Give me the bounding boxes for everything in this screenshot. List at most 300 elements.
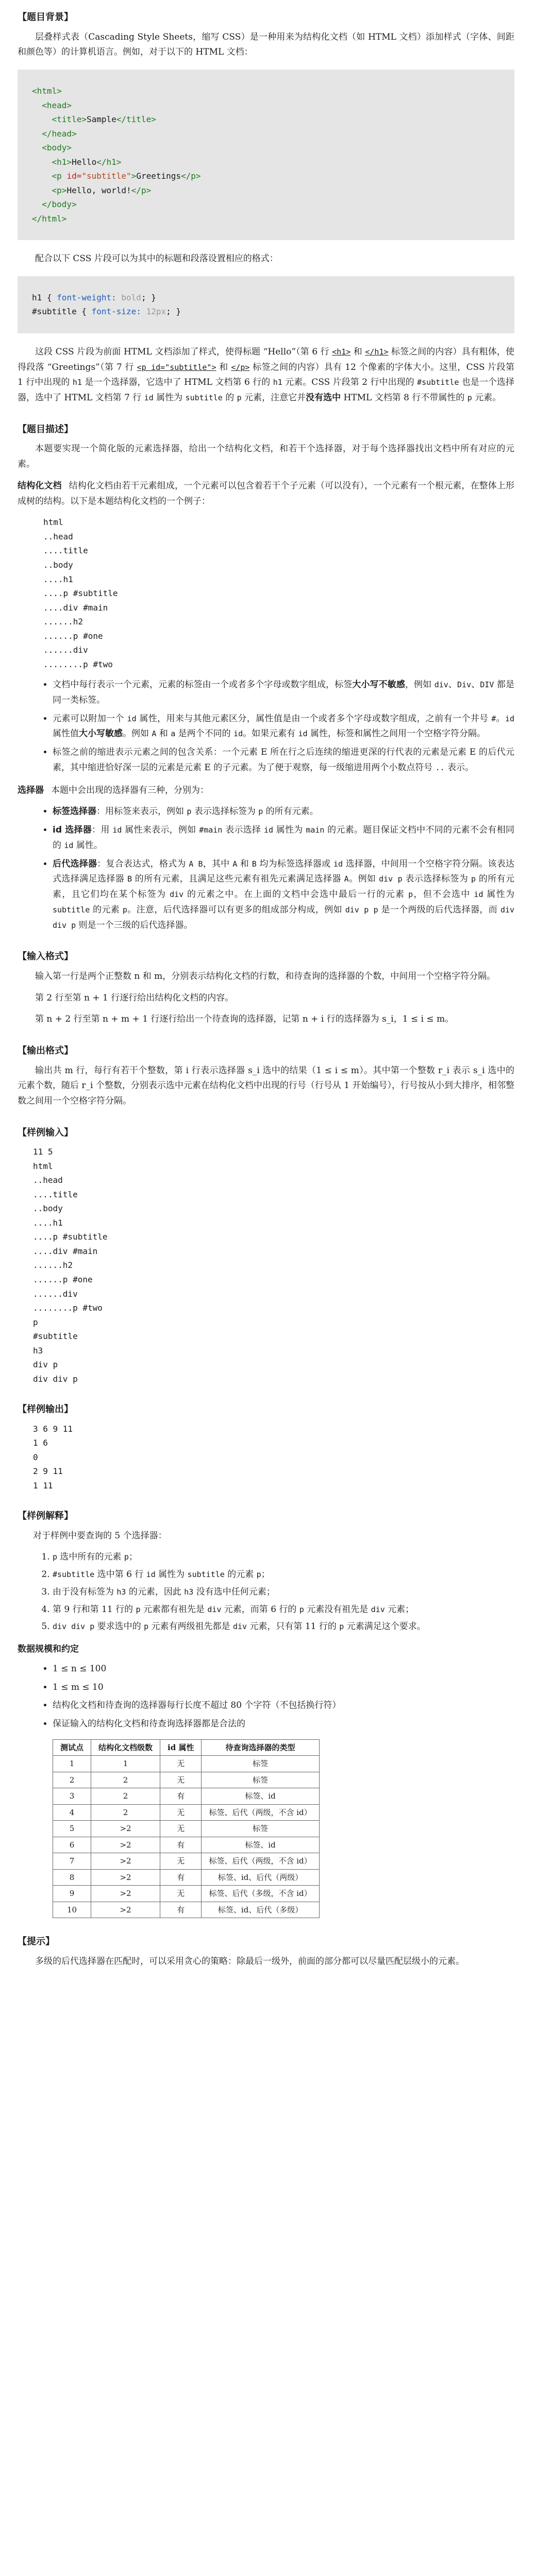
code-token: Hello, world! xyxy=(66,185,131,195)
scale-table-cell: 无 xyxy=(160,1804,202,1821)
scale-table-cell: 5 xyxy=(53,1821,91,1837)
scale-title: 数据规模和约定 xyxy=(18,1644,79,1655)
text-run: 由于没有标签为 xyxy=(53,1586,117,1597)
code-line xyxy=(32,169,500,183)
scale-table-cell: 有 xyxy=(160,1869,202,1886)
code-token: </head> xyxy=(42,128,77,139)
scale-table-cell: 有 xyxy=(160,1902,202,1918)
inline-code: </h1> xyxy=(365,347,389,357)
scale-table-cell: >2 xyxy=(91,1886,160,1902)
code-token: 12px xyxy=(146,307,166,317)
text-run: ，例如 xyxy=(405,680,434,690)
text-run: 。例如 xyxy=(348,874,379,885)
text-run: 标签之间的内容）具有 12 个像素的字体大小。这里，CSS 片段第 1 行中出现的 xyxy=(18,362,515,388)
scale-bullet: • 1 ≤ n ≤ 100 xyxy=(53,1662,514,1677)
text-run: 的元素之中。在上面的文档中会选中最后一行的元素 xyxy=(183,889,409,900)
code-token xyxy=(32,157,52,167)
scale-header-cell: 测试点 xyxy=(53,1739,91,1756)
text-run: 。 xyxy=(496,713,505,724)
input-format-paragraph: 输入第一行是两个正整数 n 和 m，分别表示结构化文档的行数，和待查询的选择器的个数，中间用一个空格字符分隔。 xyxy=(35,971,496,981)
inline-code: <h1> xyxy=(332,347,351,357)
text-run: 。如果元素有 xyxy=(243,728,298,739)
text-run: 、 xyxy=(471,680,480,690)
doc-example-line: ..head xyxy=(43,531,73,541)
sample-input-line: ..head xyxy=(33,1175,63,1185)
doc-rule-item xyxy=(53,745,514,776)
text-run: 、 xyxy=(448,680,458,690)
text-run: 选中所有的元素 xyxy=(57,1552,124,1563)
text-run: ； xyxy=(261,1569,270,1580)
inline-code: #subtitle xyxy=(53,1570,95,1580)
description-intro: 本题要实现一个简化版的元素选择器，给出一个结构化文档，和若干个选择器，对于每个选择器找出文档中所有对应的元素。 xyxy=(18,444,514,470)
code-line xyxy=(32,212,500,226)
scale-table-row xyxy=(53,1886,320,1902)
scale-table-cell: 有 xyxy=(160,1788,202,1805)
inline-code: </p> xyxy=(231,362,250,372)
input-format-paragraph: 第 2 行至第 n + 1 行逐行给出结构化文档的内容。 xyxy=(35,992,234,1003)
selector-paragraph xyxy=(18,783,514,799)
section-background xyxy=(18,9,514,406)
inline-code: div p xyxy=(379,874,403,884)
scale-table-cell: 标签、id、后代（两级） xyxy=(202,1869,319,1886)
text-run: HTML 文档第 8 行不带属性的 xyxy=(341,393,467,403)
text-run: 元素满足这个要求。 xyxy=(344,1621,426,1632)
code-token: </h1> xyxy=(96,157,122,167)
code-token: <p xyxy=(52,171,67,181)
code-line xyxy=(32,197,500,212)
inline-code: p xyxy=(408,890,413,900)
sample-explain-item xyxy=(53,1602,514,1618)
text-run: 元素，只有第 11 行的 xyxy=(247,1621,340,1632)
sample-output-line: 1 11 xyxy=(33,1480,53,1490)
scale-table-cell: 标签、后代（两级，不含 id） xyxy=(202,1853,319,1870)
text-run: 元素，而第 6 行的 xyxy=(221,1604,299,1615)
inline-code: div div p xyxy=(53,905,515,930)
background-intro: 层叠样式表（Cascading Style Sheets，缩写 CSS）是一种用来为结构化文档（如 HTML 文档）添加样式（字体、间距和颜色等）的计算机语言。例如，对于以下的 HTML 文档： xyxy=(18,31,514,58)
sample-output-line: 1 6 xyxy=(33,1438,48,1448)
scale-table-cell: 标签 xyxy=(202,1772,319,1788)
sample-explain-intro: 对于样例中要查询的 5 个选择器： xyxy=(33,1530,167,1541)
sample-input-line: ....title xyxy=(33,1189,78,1199)
inline-code: id xyxy=(233,729,243,739)
scale-table-cell: 6 xyxy=(53,1837,91,1853)
text-run: 元素。 xyxy=(472,393,501,403)
code-token: <head> xyxy=(42,100,72,110)
text-run: 属性，用来与其他元素区分，属性值是由一个或者多个字母或数字组成，之前有一个井号 xyxy=(136,713,492,724)
scale-table-cell: 标签 xyxy=(202,1756,319,1772)
inline-code: subtitle xyxy=(185,393,223,403)
text-run: 第 9 行和第 11 行的 xyxy=(53,1604,136,1615)
text-run: 均为标签选择器或 xyxy=(256,858,333,869)
code-token: </p> xyxy=(181,171,201,181)
text-run: ，但不会选中 xyxy=(413,889,474,900)
sample-output-title: 【样例输出】 xyxy=(18,1404,73,1415)
code-line xyxy=(32,112,500,127)
text-run: 则是一个三级的后代选择器。 xyxy=(76,920,193,930)
scale-table-cell: 标签 xyxy=(202,1821,319,1837)
scale-table-body xyxy=(53,1756,320,1918)
doc-example-line: html xyxy=(43,517,63,528)
section-output-format xyxy=(18,1043,514,1109)
code-token xyxy=(32,100,42,110)
inline-code: id xyxy=(64,840,74,850)
scale-bullet: • 1 ≤ m ≤ 10 xyxy=(53,1680,514,1696)
inline-code: id xyxy=(333,859,343,869)
code-token: <title> xyxy=(52,114,87,125)
inline-code: id xyxy=(263,825,274,835)
emphasis-text: 标签选择器 xyxy=(53,806,96,817)
sample-input-line: ......p #one xyxy=(33,1275,93,1284)
inline-code: h1 xyxy=(273,378,282,387)
text-run: 属性为 xyxy=(273,825,306,836)
input-format-body xyxy=(18,969,514,1027)
sample-input-title: 【样例输入】 xyxy=(18,1127,73,1138)
code-token: #subtitle { xyxy=(32,307,92,317)
scale-table-cell: 2 xyxy=(91,1788,160,1805)
scale-table-cell: 无 xyxy=(160,1853,202,1870)
inline-code: subtitle xyxy=(53,905,90,914)
doc-example-line: ......div xyxy=(43,645,88,655)
inline-code: A xyxy=(232,859,238,869)
scale-table-header xyxy=(53,1739,320,1756)
text-run: 属性为 xyxy=(153,393,186,403)
scale-table-cell: 1 xyxy=(53,1756,91,1772)
doc-example-line: ........p #two xyxy=(43,659,113,669)
code-line xyxy=(32,183,500,198)
inline-code: p xyxy=(136,1604,141,1614)
inline-code: p xyxy=(122,905,127,914)
sample-input-line: ......h2 xyxy=(33,1260,73,1270)
code-line xyxy=(32,127,500,141)
input-format-title: 【输入格式】 xyxy=(18,951,73,962)
hint-title: 【提示】 xyxy=(18,1936,55,1947)
input-format-paragraph: 第 n + 2 行至第 n + m + 1 行逐行给出一个待查询的选择器，记第 n + i 行的选择器为 s_i，1 ≤ i ≤ m。 xyxy=(35,1014,454,1025)
text-run: 元素。CSS 片段第 2 行中出现的 xyxy=(282,377,417,388)
scale-table-row xyxy=(53,1869,320,1886)
css-intro: 配合以下 CSS 片段可以为其中的标题和段落设置相应的格式： xyxy=(35,253,278,264)
background-explanation xyxy=(18,345,514,406)
inline-code: id xyxy=(298,729,308,739)
code-token: bold xyxy=(121,292,141,302)
scale-table-cell: 9 xyxy=(53,1886,91,1902)
emphasis-text: 大小写不敏感 xyxy=(352,680,405,690)
text-run: 也是一个选择器，选中了 HTML 文档第 7 行 xyxy=(18,377,514,403)
sample-input-line: ........p #two xyxy=(33,1303,103,1313)
scale-table-cell: 标签、后代（多级，不含 id） xyxy=(202,1886,319,1902)
code-token xyxy=(32,199,42,209)
inline-code: id xyxy=(127,714,137,723)
scale-table-row xyxy=(53,1821,320,1837)
code-token: Sample xyxy=(86,114,116,125)
emphasis-text: 大小写敏感 xyxy=(79,728,123,739)
text-run: 这段 CSS 片段为前面 HTML 文档添加了样式，使得标题 “Hello”（第 6 行 xyxy=(35,346,332,357)
scale-table-cell: 2 xyxy=(53,1772,91,1788)
scale-table-cell: 4 xyxy=(53,1804,91,1821)
inline-code: h3 xyxy=(184,1587,194,1597)
description-title: 【题目描述】 xyxy=(18,423,73,435)
inline-code: h3 xyxy=(116,1587,126,1597)
selector-rule-item xyxy=(53,823,514,854)
inline-code: B xyxy=(127,874,132,884)
inline-code: p xyxy=(53,1552,58,1562)
scale-table-cell: 无 xyxy=(160,1886,202,1902)
inline-code: div xyxy=(207,1604,222,1614)
text-run: 的 xyxy=(222,393,237,403)
scale-table-row xyxy=(53,1756,320,1772)
inline-code: p xyxy=(339,1622,344,1632)
section-description xyxy=(18,421,514,933)
scale-table-cell: 无 xyxy=(160,1772,202,1788)
scale-table-cell: 10 xyxy=(53,1902,91,1918)
scale-table-cell: 7 xyxy=(53,1853,91,1870)
scale-table-cell: >2 xyxy=(91,1837,160,1853)
scale-header-cell: 待查询选择器的类型 xyxy=(202,1739,319,1756)
text-run: 元素都有祖先是 xyxy=(140,1604,208,1615)
text-run: 和 xyxy=(237,858,252,869)
sample-input-line: h3 xyxy=(33,1345,43,1355)
code-line xyxy=(32,141,500,155)
doc-example-block xyxy=(18,515,514,671)
inline-code: div xyxy=(371,1604,385,1614)
code-token: ; } xyxy=(166,307,181,317)
selector-rules-list xyxy=(18,804,514,933)
text-run: 和 xyxy=(216,362,231,372)
text-run: 属性值 xyxy=(53,728,79,739)
sample-explain-title: 【样例解释】 xyxy=(18,1511,73,1522)
code-token: id= xyxy=(66,171,82,181)
code-token: Hello xyxy=(72,157,97,167)
inline-code: A xyxy=(152,729,157,739)
scale-bullet: • 保证输入的结构化文档和待查询选择器都是合法的 xyxy=(53,1717,514,1732)
text-run: 表示选择 xyxy=(222,825,264,836)
inline-code: p xyxy=(237,393,242,403)
inline-code: Div xyxy=(457,680,472,690)
text-run: 文档中每行表示一个元素，元素的标签由一个或者多个字母或数字组成，标签 xyxy=(53,680,353,690)
text-run: ，其中 xyxy=(203,858,233,869)
inline-code: div div p xyxy=(53,1622,95,1632)
doc-rule-item xyxy=(53,677,514,708)
text-run: ：用标签来表示，例如 xyxy=(96,806,187,817)
sample-input-line: 11 5 xyxy=(33,1147,53,1157)
code-token: ; } xyxy=(141,292,156,302)
selector-rule-item xyxy=(53,804,514,820)
sample-explain-item xyxy=(53,1550,514,1565)
code-token: <p> xyxy=(52,185,67,195)
section-sample-output xyxy=(18,1401,514,1493)
text-run: 要求选中的 xyxy=(94,1621,144,1632)
section-hint xyxy=(18,1934,514,1969)
scale-table-cell: 2 xyxy=(91,1772,160,1788)
inline-code: p xyxy=(471,874,476,884)
doc-term: 结构化文档 xyxy=(18,480,62,491)
hint-text: 多级的后代选择器在匹配时，可以采用贪心的策略：除最后一级外，前面的部分都可以尽量匹配层级小的元素。 xyxy=(35,1956,464,1967)
inline-code: .. xyxy=(435,762,445,772)
inline-code: main xyxy=(306,825,325,835)
code-token xyxy=(32,185,52,195)
selector-term: 选择器 xyxy=(18,785,44,795)
code-token: > xyxy=(131,171,137,181)
inline-code: p xyxy=(258,807,263,817)
text-run: 的元素，因此 xyxy=(126,1586,185,1597)
text-run: 的所有元素，且满足这些元素有祖先元素满足选择器 xyxy=(132,874,344,885)
code-line xyxy=(32,291,500,305)
scale-table-cell: 8 xyxy=(53,1869,91,1886)
scale-table-cell: 标签、后代（两级，不含 id） xyxy=(202,1804,319,1821)
doc-example-line: ....div #main xyxy=(43,602,108,613)
text-run: 元素没有祖先是 xyxy=(304,1604,371,1615)
emphasis-text: id 选择器 xyxy=(53,825,92,836)
text-run: 表示选择标签为 xyxy=(191,806,259,817)
inline-code: p xyxy=(144,1622,149,1632)
doc-example-line: ..body xyxy=(43,560,73,570)
inline-code: DIV xyxy=(480,680,494,690)
text-run: 元素有两级祖先都是 xyxy=(148,1621,233,1632)
output-format-body xyxy=(18,1063,514,1109)
scale-table-cell: 3 xyxy=(53,1788,91,1805)
text-run: 元素，注意它并 xyxy=(241,393,306,403)
code-token: font-weight: xyxy=(57,292,122,302)
text-run: 标签之间的内容）具有粗体，使得段落 “Greetings”（第 7 行 xyxy=(18,346,514,372)
code-token: </p> xyxy=(131,185,152,195)
output-format-title: 【输出格式】 xyxy=(18,1045,73,1057)
text-run: 属性来表示，例如 xyxy=(122,825,199,836)
text-run: ； xyxy=(128,1552,138,1563)
text-run: 的所有元素，且它们均在某个标签为 xyxy=(53,874,515,900)
sample-input-block xyxy=(18,1145,514,1386)
code-token xyxy=(32,143,42,152)
scale-table-cell: 标签、id、后代（多级） xyxy=(202,1902,319,1918)
scale-table-cell: 有 xyxy=(160,1837,202,1853)
selector-rule-item xyxy=(53,857,514,934)
text-run: 。例如 xyxy=(123,728,152,739)
code-token: </body> xyxy=(42,199,77,210)
text-run: 是一个两级的后代选择器，而 xyxy=(378,904,500,915)
inline-code: h1 xyxy=(72,378,82,387)
inline-code: id xyxy=(474,890,483,900)
text-run: 的元素 xyxy=(90,904,123,915)
scale-table-row xyxy=(53,1837,320,1853)
inline-code: #subtitle xyxy=(417,378,459,387)
scale-table-cell: 标签、id xyxy=(202,1788,319,1805)
text-run: 属性为 xyxy=(155,1569,188,1580)
text-run: 选择器，中间用一个空格字符分隔。该表达式选择满足选择器 xyxy=(53,858,515,885)
sample-input-line: p xyxy=(33,1317,38,1327)
scale-table-row xyxy=(53,1804,320,1821)
code-line xyxy=(32,98,500,113)
inline-code: id xyxy=(144,393,154,403)
inline-code: p xyxy=(187,807,192,817)
section-sample-explain xyxy=(18,1508,514,1918)
code-token: <html> xyxy=(32,86,62,96)
inline-code: p xyxy=(467,393,472,403)
text-run: 属性为 xyxy=(483,889,515,900)
sample-output-line: 0 xyxy=(33,1452,38,1462)
inline-code: B xyxy=(252,859,257,869)
code-token: Greetings xyxy=(136,171,181,181)
scale-table-cell: >2 xyxy=(91,1821,160,1837)
inline-code: p xyxy=(256,1570,261,1580)
scale-table-row xyxy=(53,1853,320,1870)
sample-input-line: ....p #subtitle xyxy=(33,1232,108,1242)
scale-bullets xyxy=(18,1662,514,1732)
scale-header-cell: id 属性 xyxy=(160,1739,202,1756)
sample-explain-list xyxy=(18,1550,514,1635)
inline-code: id xyxy=(505,714,515,723)
scale-table-cell: >2 xyxy=(91,1853,160,1870)
doc-intro: 结构化文档由若干元素组成，一个元素可以包含着若干个子元素（可以没有），一个元素有一个根元素，在整体上形成树的结构。以下是本题结构化文档的一个例子： xyxy=(18,480,515,506)
text-run: ：用 xyxy=(92,825,113,836)
doc-example-line: ......p #one xyxy=(43,631,103,641)
sample-output-line: 3 6 9 11 xyxy=(33,1423,73,1434)
text-run: 标签之前的缩进表示元素之间的包含关系：一个元素 E 所在行之后连续的缩进更深的行代表的元素是元素 E 的后代元素，其中缩进恰好深一层的元素是元素 E 的子元素。为了便于观察，每一级缩进用两个小数点符号 xyxy=(53,747,514,773)
sample-input-line: #subtitle xyxy=(33,1331,78,1342)
scale-table-cell: >2 xyxy=(91,1869,160,1886)
code-line xyxy=(32,84,500,98)
sample-input-line: div p xyxy=(33,1360,58,1370)
selector-intro: 本题中会出现的选择器有三种，分别为： xyxy=(51,785,209,795)
text-run: 和 xyxy=(156,728,171,739)
sample-explain-item xyxy=(53,1585,514,1600)
text-run: 的所有元素。 xyxy=(263,806,319,817)
text-run: 和 xyxy=(350,346,365,357)
output-format-paragraph: 输出共 m 行，每行有若干个整数，第 i 行表示选择器 s_i 选中的结果（1 ≤ i ≤ m）。其中第一个整数 r_i 表示 s_i 选中的元素个数，随后 r_i 个整数，分别表示选中元素在结构化文档中出现的行号（行号从 1 开始编号），行号按从小到大排序，相邻整数之间用一个空格字符分隔。 xyxy=(18,1065,514,1107)
scale-bullet: • 结构化文档和待查询的选择器每行长度不超过 80 个字符（不包括换行符） xyxy=(53,1698,514,1714)
doc-example-line: ....p #subtitle xyxy=(43,588,118,599)
text-run: 是两个不同的 xyxy=(175,728,234,739)
section-input-format xyxy=(18,948,514,1027)
sample-explain-item xyxy=(53,1619,514,1635)
scale-table-cell: >2 xyxy=(91,1902,160,1918)
scale-header-cell: 结构化文档级数 xyxy=(91,1739,160,1756)
inline-code: # xyxy=(491,714,496,723)
inline-code: div xyxy=(434,680,448,690)
inline-code: subtitle xyxy=(187,1570,225,1580)
code-token: font-size: xyxy=(91,307,146,317)
inline-code: id xyxy=(112,825,122,835)
code-token xyxy=(32,129,42,139)
doc-paragraph xyxy=(18,479,514,510)
section-sample-input xyxy=(18,1125,514,1386)
inline-code: id xyxy=(146,1570,156,1580)
inline-code: a xyxy=(171,729,176,739)
text-run: 属性，标签和属性之间用一个空格字符分隔。 xyxy=(307,728,486,739)
sample-input-line: ..body xyxy=(33,1204,63,1214)
scale-table-cell: 无 xyxy=(160,1756,202,1772)
scale-table-cell: 1 xyxy=(91,1756,160,1772)
code-token xyxy=(32,114,52,124)
inline-code: p xyxy=(124,1552,129,1562)
scale-table-cell: 无 xyxy=(160,1821,202,1837)
text-run: 元素； xyxy=(384,1604,414,1615)
text-run: 的元素。题目保证文档中不同的元素不会有相同的 xyxy=(53,825,515,851)
text-run: 都是同一类标签。 xyxy=(53,680,515,705)
doc-example-line: ....h1 xyxy=(43,574,73,584)
sample-input-line: html xyxy=(33,1161,53,1171)
code-token: "subtitle" xyxy=(81,171,131,181)
code-token: </title> xyxy=(116,114,156,125)
inline-code: A xyxy=(344,874,349,884)
scale-table-cell: 标签、id xyxy=(202,1837,319,1853)
text-run: 选中第 6 行 xyxy=(94,1569,146,1580)
inline-code: div p p xyxy=(345,905,378,914)
scale-table-row xyxy=(53,1772,320,1788)
code-line xyxy=(32,304,500,319)
sample-explain-item xyxy=(53,1567,514,1583)
scale-table-row xyxy=(53,1788,320,1805)
css-code-block xyxy=(18,276,514,333)
code-token: <body> xyxy=(42,143,72,153)
inline-code: div xyxy=(232,1622,247,1632)
